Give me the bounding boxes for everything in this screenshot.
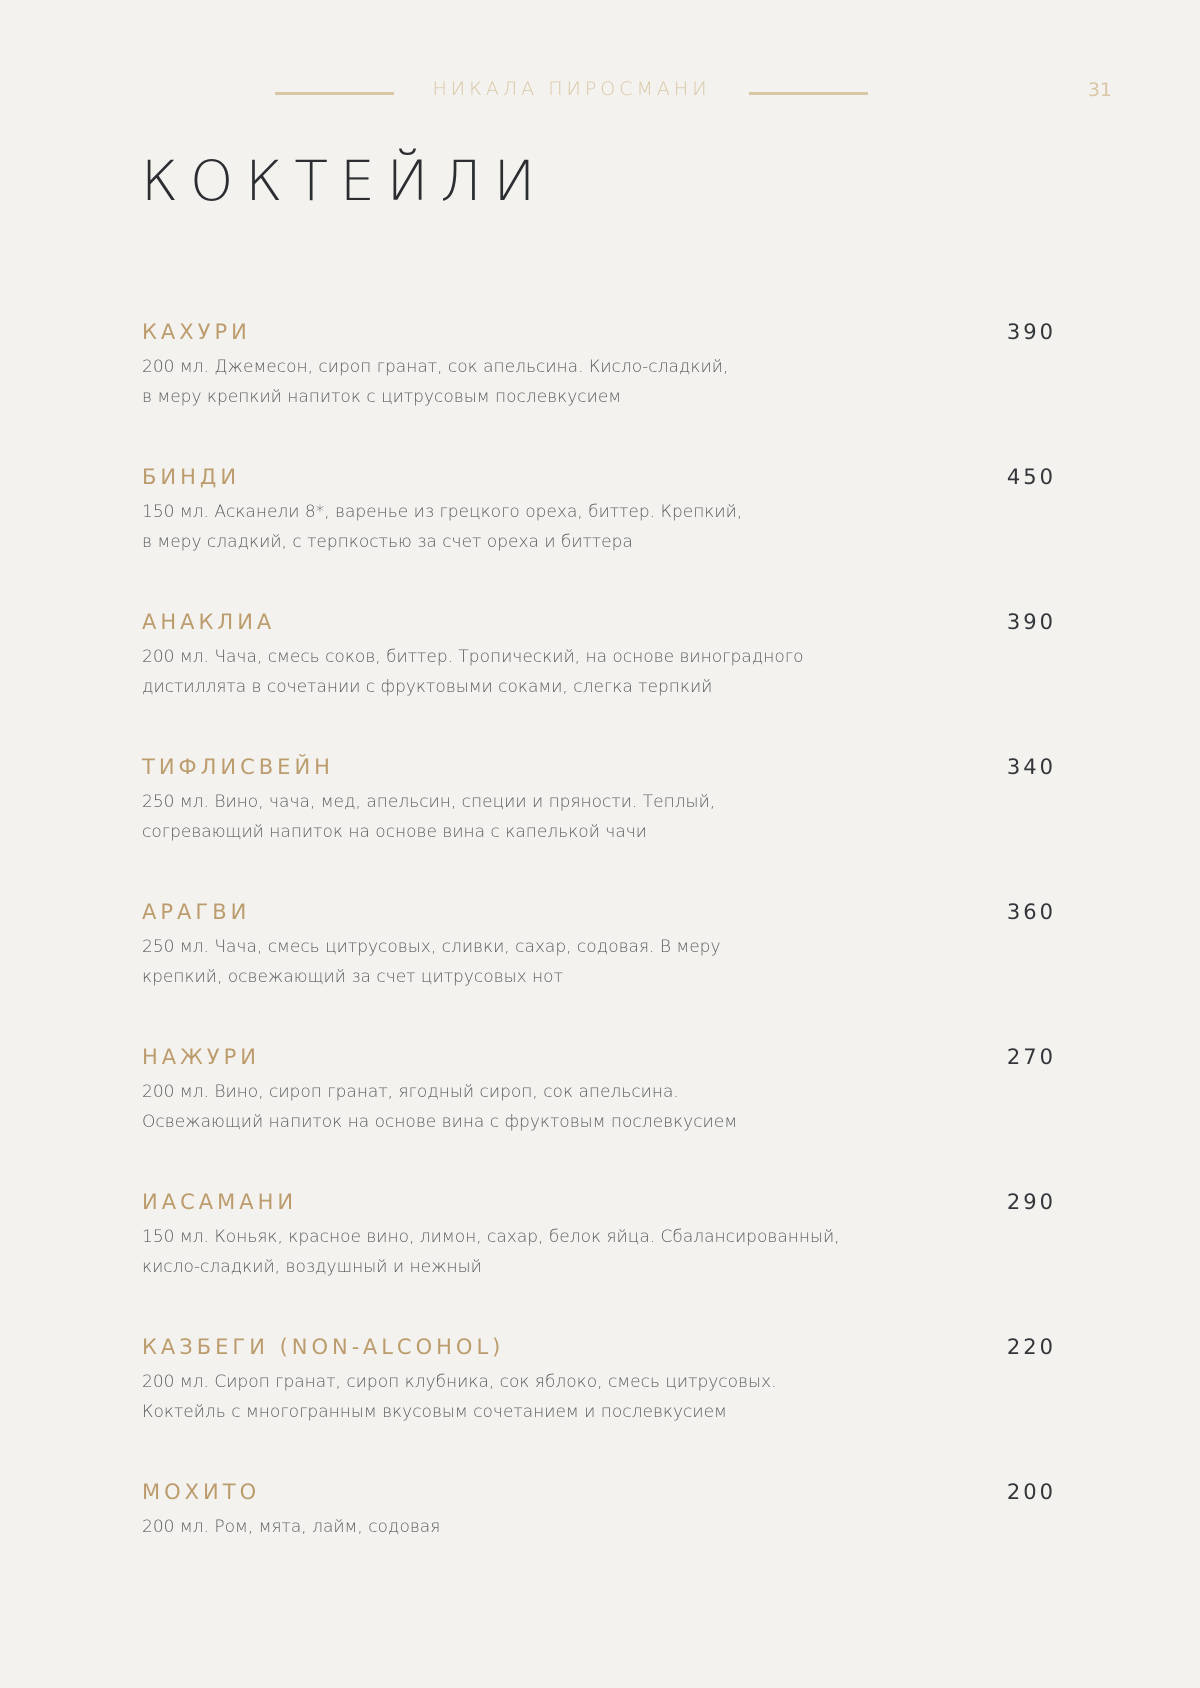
- description-line: дистиллята в сочетании с фруктовыми соками, слегка терпкий: [142, 677, 713, 697]
- menu-item-description: [142, 1222, 902, 1282]
- menu-item-name: ТИФЛИСВЕЙН: [142, 755, 334, 779]
- menu-item-description: [142, 932, 902, 992]
- description-line: Освежающий напиток на основе вина с фруктовым послевкусием: [142, 1112, 738, 1132]
- menu-item-list: [142, 318, 1058, 1623]
- menu-item: [142, 1043, 1058, 1188]
- menu-item: [142, 608, 1058, 753]
- description-line: в меру крепкий напиток с цитрусовым послевкусием: [142, 387, 622, 407]
- menu-item-name: МОХИТО: [142, 1480, 261, 1504]
- menu-item-price: 360: [1006, 900, 1056, 924]
- header-divider-right: [749, 92, 868, 95]
- description-line: 150 мл. Асканели 8*, варенье из грецкого ореха, биттер. Крепкий,: [142, 502, 743, 522]
- menu-item: [142, 318, 1058, 463]
- page-title: КОКТЕЙЛИ: [141, 149, 548, 213]
- menu-item-description: [142, 1077, 902, 1137]
- description-line: крепкий, освежающий за счет цитрусовых нот: [142, 967, 563, 987]
- menu-item-price: 200: [1006, 1480, 1056, 1504]
- menu-item: [142, 898, 1058, 1043]
- menu-item: [142, 1188, 1058, 1333]
- description-line: 200 мл. Чача, смесь соков, биттер. Тропический, на основе виноградного: [142, 647, 804, 667]
- description-line: кисло-сладкий, воздушный и нежный: [142, 1257, 482, 1277]
- description-line: 250 мл. Вино, чача, мед, апельсин, специи и пряности. Теплый,: [142, 792, 716, 812]
- menu-item-name: КАХУРИ: [142, 320, 251, 344]
- menu-item-description: [142, 497, 902, 557]
- menu-item: [142, 1333, 1058, 1478]
- header-divider-left: [275, 92, 394, 95]
- menu-item: [142, 753, 1058, 898]
- menu-item-description: [142, 1512, 902, 1542]
- description-line: 200 мл. Джемесон, сироп гранат, сок апельсина. Кисло-сладкий,: [142, 357, 729, 377]
- menu-item-description: [142, 352, 902, 412]
- restaurant-name: НИКАЛА ПИРОСМАНИ: [432, 78, 711, 100]
- menu-item-price: 450: [1006, 465, 1056, 489]
- menu-item-price: 390: [1006, 320, 1056, 344]
- menu-item-name: НАЖУРИ: [142, 1045, 260, 1069]
- menu-item-name: АНАКЛИА: [142, 610, 276, 634]
- menu-item-price: 290: [1006, 1190, 1056, 1214]
- menu-item-price: 340: [1006, 755, 1056, 779]
- menu-item-price: 390: [1006, 610, 1056, 634]
- description-line: 200 мл. Сироп гранат, сироп клубника, сок яблоко, смесь цитрусовых.: [142, 1372, 777, 1392]
- menu-item-price: 270: [1006, 1045, 1056, 1069]
- description-line: в меру сладкий, с терпкостью за счет ореха и биттера: [142, 532, 633, 552]
- description-line: 250 мл. Чача, смесь цитрусовых, сливки, сахар, содовая. В меру: [142, 937, 721, 957]
- description-line: 200 мл. Вино, сироп гранат, ягодный сироп, сок апельсина.: [142, 1082, 679, 1102]
- menu-item-description: [142, 1367, 902, 1427]
- menu-item: [142, 1478, 1058, 1623]
- page-number: 31: [1087, 79, 1112, 101]
- description-line: Коктейль с многогранным вкусовым сочетанием и послевкусием: [142, 1402, 727, 1422]
- description-line: 200 мл. Ром, мята, лайм, содовая: [142, 1517, 441, 1537]
- description-line: согревающий напиток на основе вина с капелькой чачи: [142, 822, 647, 842]
- menu-item-name: ИАСАМАНИ: [142, 1190, 298, 1214]
- menu-item-description: [142, 642, 902, 702]
- menu-item: [142, 463, 1058, 608]
- description-line: 150 мл. Коньяк, красное вино, лимон, сахар, белок яйца. Сбалансированный,: [142, 1227, 840, 1247]
- menu-item-description: [142, 787, 902, 847]
- menu-item-name: АРАГВИ: [142, 900, 251, 924]
- menu-item-price: 220: [1006, 1335, 1056, 1359]
- menu-item-name: БИНДИ: [142, 465, 241, 489]
- menu-item-name: КАЗБЕГИ (NON-ALCOHOL): [142, 1335, 505, 1359]
